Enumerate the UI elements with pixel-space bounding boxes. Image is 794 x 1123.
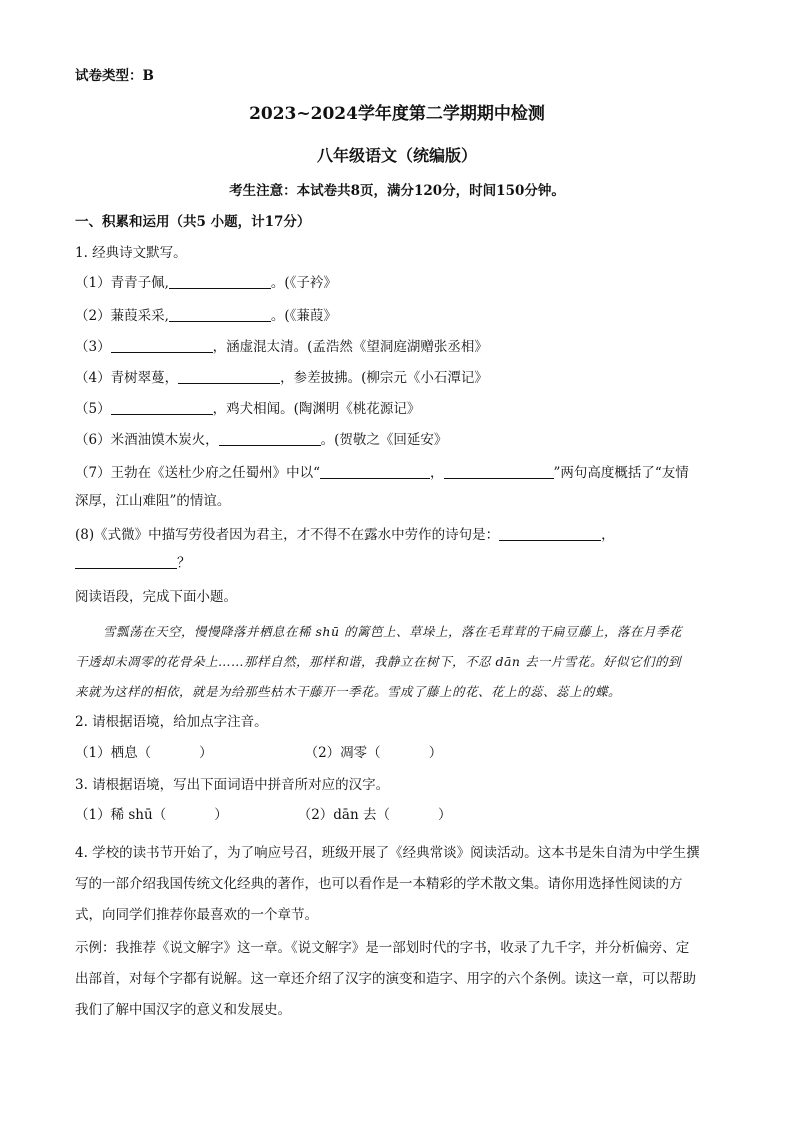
q1-item-7-sep: ， <box>430 465 444 481</box>
q1-item-7-b: ”两句高度概括了“友情 <box>553 465 689 481</box>
q2-item-1: （1）栖息（ <box>75 745 152 761</box>
q1-item-4-after: ，参差披拂。(柳宗元《小石潭记》 <box>280 370 488 386</box>
q1-item-3 <box>75 337 488 357</box>
q3-item-1: （1）稀 shū（ <box>75 807 167 823</box>
passage-line: 来就为这样的相依，就是为给那些枯木干藤开一季花。雪成了藤上的花、花上的蕊、蕊上的蝶。 <box>75 684 622 699</box>
exam-title: 2023~2024学年度第二学期期中检测 <box>249 104 545 124</box>
q1-item-3-before: （3） <box>75 339 111 355</box>
section-heading: 一、积累和运用（共5 小题，计17分） <box>75 214 311 230</box>
answer-blank[interactable] <box>219 431 321 446</box>
answer-blank[interactable] <box>111 338 213 353</box>
q1-item-8-cont <box>75 553 191 573</box>
q1-item-6 <box>75 430 447 450</box>
q3-item-2: （2）dān 去（ <box>297 807 390 823</box>
reading-intro: 阅读语段，完成下面小题。 <box>75 589 237 605</box>
q2-item-1-close: ） <box>199 745 213 761</box>
example-line: 出部首，对每个字都有说解。这一章还介绍了汉字的演变和造字、用字的六个条例。读这一章，可以帮助 <box>75 971 696 987</box>
question-4-line: 写的一部介绍我国传统文化经典的著作，也可以看作是一本精彩的学术散文集。请你用选择性阅读的方 <box>75 876 683 892</box>
q3-items <box>75 805 451 825</box>
question-3-stem: 3. 请根据语境，写出下面词语中拼音所对应的汉字。 <box>75 777 390 793</box>
answer-blank[interactable] <box>169 274 271 289</box>
answer-blank[interactable] <box>111 400 213 415</box>
answer-blank[interactable] <box>178 369 280 384</box>
q1-item-2-before: （2）蒹葭采采, <box>75 308 169 324</box>
q1-item-6-before: （6）米酒油馍木炭火， <box>75 432 219 448</box>
q3-item-1-close: ） <box>214 807 228 823</box>
question-4-line: 4. 学校的读书节开始了，为了响应号召，班级开展了《经典常谈》阅读活动。这本书是朱自清为中学生撰 <box>75 845 700 861</box>
example-line: 示例：我推荐《说文解字》这一章。《说文解字》是一部划时代的字书，收录了九千字，并分析偏旁、定 <box>75 940 690 956</box>
question-2-stem: 2. 请根据语境，给加点字注音。 <box>75 714 268 730</box>
paper-type: 试卷类型：B <box>75 68 154 84</box>
q1-item-5-after: ，鸡犬相闻。(陶渊明《桃花源记》 <box>212 401 421 417</box>
answer-blank[interactable] <box>169 307 271 322</box>
question-4-line: 式，向同学们推荐你最喜欢的一个章节。 <box>75 907 318 923</box>
example-line: 我们了解中国汉字的意义和发展史。 <box>75 1002 291 1018</box>
q1-item-4 <box>75 368 488 388</box>
q1-item-1 <box>75 273 337 293</box>
q1-item-7-a: （7）王勃在《送杜少府之任蜀州》中以“ <box>75 465 320 481</box>
exam-notice: 考生注意：本试卷共8页，满分120分，时间150分钟。 <box>229 183 565 199</box>
q2-item-2-close: ） <box>428 745 443 761</box>
q2-items <box>75 743 442 763</box>
answer-blank[interactable] <box>499 526 601 541</box>
q1-item-6-after: 。(贺敬之《回延安》 <box>320 432 448 448</box>
q1-item-2 <box>75 306 337 326</box>
passage-line: 雪瓢荡在天空，慢慢降落并栖息在稀 shū 的篱笆上、草垛上，落在毛茸茸的干扁豆藤上，落在月季花 <box>103 624 682 639</box>
q1-item-5-before: （5） <box>75 401 111 417</box>
q1-item-3-after: ，涵虚混太清。(孟浩然《望洞庭湖赠张丞相》 <box>212 339 488 355</box>
answer-blank[interactable] <box>75 554 177 569</box>
q1-item-2-after: 。(《蒹葭》 <box>270 308 337 324</box>
q1-item-8-sep: ， <box>601 527 615 543</box>
q1-item-1-after: 。(《子衿》 <box>270 275 337 291</box>
q1-item-8-a: (8)《式微》中描写劳役者因为君主，才不得不在露水中劳作的诗句是： <box>75 527 500 543</box>
q1-item-7 <box>75 463 689 483</box>
question-1-stem: 1. 经典诗文默写。 <box>75 245 187 261</box>
q1-item-8 <box>75 525 615 545</box>
answer-blank[interactable] <box>444 464 554 479</box>
q3-item-2-close: ） <box>437 807 452 823</box>
q1-item-1-before: （1）青青子佩, <box>75 275 169 291</box>
q1-item-7-cont: 深厚，江山难阻”的情谊。 <box>75 493 231 509</box>
answer-blank[interactable] <box>320 464 430 479</box>
q1-item-4-before: （4）青树翠蔓， <box>75 370 179 386</box>
q1-item-5 <box>75 399 420 419</box>
passage-line: 干透却未凋零的花骨朵上……那样自然，那样和谐，我静立在树下，不忍 dān 去一片雪花。好似它们的到 <box>75 654 681 669</box>
q1-item-8-end: ？ <box>177 555 191 571</box>
exam-subtitle: 八年级语文（统编版） <box>316 146 477 165</box>
q2-item-2: （2）凋零（ <box>304 745 381 761</box>
